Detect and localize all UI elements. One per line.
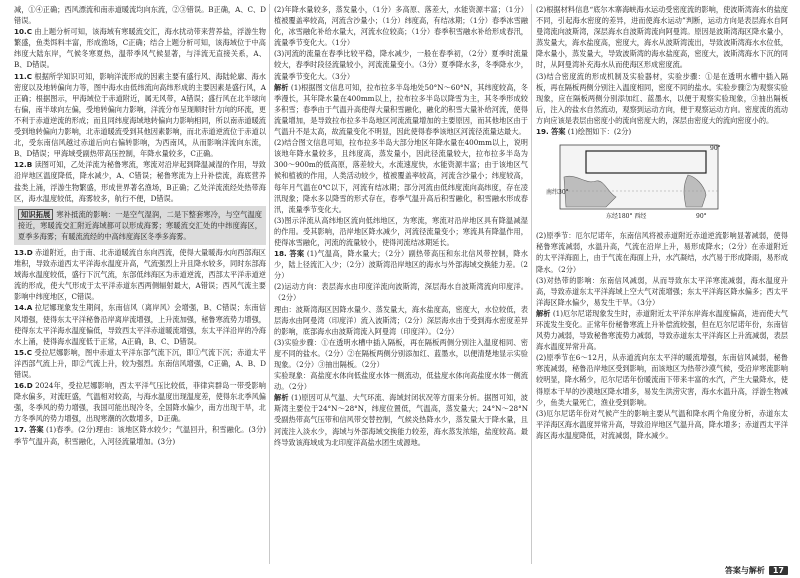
- question-number: 10.C: [14, 27, 33, 37]
- question-number: 13.D: [14, 247, 33, 257]
- section-tag: 答案: [551, 127, 566, 137]
- paragraph: [274, 215, 528, 248]
- paragraph: [536, 4, 788, 71]
- paragraph-text: (3)结合密度流的形成机制及实验器材，实验步骤：①是在透明水槽中插入隔板，再在隔板两侧分别注入温度相同，密度不同的盐水。实验步骤②为观察实验现象，应在隔板两侧分别添加红、蓝墨水，以便于观察实验现象，③抽出隔板后，注入的盐水自然流动，观察到运动方向，便于观察运动方向。密度流的流动方向应该是表层由密度小的流向密度大的，深层由密度大的流向密度小的。: [536, 71, 788, 125]
- paragraph-text: (1)绘图如下：(2分): [567, 127, 632, 137]
- ocean-current-map: [546, 141, 788, 226]
- question-answer: [14, 26, 266, 70]
- paragraph-text: (3)对热带的影响：东南信风减弱，从而导致东太平洋寒流减弱，海水温度升高，导致赤道东太平洋海域上空大气对流增强；东太平洋海区降水偏多；西太平洋海区降水偏少，易发生干旱。（3分）: [536, 275, 788, 307]
- section-tag: 答案: [289, 249, 305, 259]
- question-answer: [274, 248, 528, 281]
- section-tag: 解析: [536, 308, 551, 318]
- paragraph: [274, 137, 528, 215]
- question-number: 19.: [536, 127, 549, 137]
- paragraph-text: (3)图示洋流从高纬地区流向低纬地区，为寒流，寒流对沿岸地区具有降温减湿的作用。受其影响，沿岸地区降水减少，河流径流量变小；寒流具有降温作用，使得冰雪融化，河流的流量较小，使得河流结冰期延长。: [274, 215, 528, 247]
- paragraph-text: (2)结合图文信息可知，拉布拉多半岛大部分地区年降水量在400mm以上，说明该地年降水量较多，且纬度高，蒸发量小，因此径流量较大，拉布拉多半岛为300～900m的低高原，落差较大，水流速度快，水能资源丰富；由于该地区气候和植被的作用，人类活动较少，植被覆盖率较高，河流含沙量小；纬度较高，每年月气温在0℃以下，河流有结冰期；部分河流由低纬度流向高纬度，存在凌汛现象；降水多以降雪的形式存在，春季气温升高后积雪融化，积雪融水形成春汛，流量季节变化大。: [274, 138, 528, 214]
- paragraph-text: (2)根据材料信息“底尔木寨海峡海水运动受密度流的影响，使波斯湾海水的盐度不同，引起海水密度的差异，进而使海水运动”判断，运动方向是表层海水自阿曼湾流向波斯湾，深层海水自波斯湾流向阿曼湾。原因是波斯湾海区降水量小，蒸发量大，海水盐度高，密度大，海水从波斯湾流出，导致波斯湾海水水位低，降水量小，蒸发量大，导致波斯湾的海水盐度高，密度大，波斯湾海水下沉的同时，从阿曼湾补充海水从而使海区形成密度流。: [536, 5, 788, 70]
- knowledge-box-text: 寒补抵流的影响：一是空气湿润，二是下整套寒冷，与空气温度接近，寒暖流交汇附近海域都可以形成海雾；寒暖流交汇处的中纬度海区，夏季多海雾；有暖流流经的中高纬度海区冬季多海雾。: [18, 209, 262, 241]
- paragraph: [536, 275, 788, 308]
- paragraph-text: 理由：波斯湾海区因降水量少、蒸发量大，海水盐度高，密度大，水位较低，表层海水由阿曼湾（印度洋）流入波斯湾；（2分）深层海水由于受到海水密度差异的影响，底部海水由波斯湾流入阿曼湾（印度洋）。（2分）: [274, 304, 528, 336]
- column-divider: [269, 4, 270, 564]
- paragraph-text: 赤道附近，由于南、北赤道暖流自东向西流，使得大量暖海水向西部海区堆积，导致赤道西太平洋海水温度升高，气流强烈上升且降水较多，同时东部海域海水温度较低，盛行下沉气流，东部低纬海区为赤道逆流，西部太平洋赤道逆流的形成，使大气形成于太平洋赤道东西两侧辐射最大，A错误；西风气流主要影响中纬度地区，C错误。: [14, 247, 266, 302]
- paragraph-text: (3)厄尔尼诺年份对气候产生的影响主要从气温和降水两个角度分析，赤道东太平洋海区海水温度异常升高，导致沿岸地区气温升高，降水增多；赤道西太平洋海区海水温度降低，对流减弱，降水减少。: [536, 408, 788, 440]
- question-number: 18.: [274, 249, 287, 259]
- map-label-top-right: 90°: [710, 145, 721, 153]
- question-number: 17.: [14, 425, 27, 435]
- paragraph: [536, 71, 788, 126]
- paragraph: [274, 82, 528, 137]
- question-answer: [14, 247, 266, 302]
- paragraph-text: (2)年降水量较多，蒸发量小，（1分）多高原、落差大，水能资源丰富；（1分）植被覆盖率较高，河流含沙量小；（1分）纬度高，有结冰期；（1分）春季冰雪融化，冰雪融化补给水量大，河流水位较高；（1分）春季积雪融水补给形成春汛，流量季节变化大。（1分）: [274, 5, 528, 48]
- knowledge-box: [14, 206, 266, 245]
- paragraph-text: 读图可知，乙处洋流为秘鲁寒流，寒流对沿岸起到降温减湿的作用，导致沿岸地区温度降低，降水减少，A、C错误；秘鲁寒流为上升补偿流，海底营养盐类上涌，浮游生物繁盛，形成世界著名渔场，B正确；乙处洋流流经处热带海区，海水温度较低，海雾较多，航行不便，D错误。: [14, 160, 266, 203]
- paragraph-text: (3)河流的流量在春季比较平稳，降水减少，一般在春季初，（2分）夏季时流量较大，春季时段径流量较小，河流流量变小。（3分）夏季降水多，冬季降水少，流量季节变化大。（3分）: [274, 49, 528, 81]
- paragraph: [536, 408, 788, 441]
- question-answer: [14, 380, 266, 424]
- map-label-left: 南纬30°: [546, 189, 569, 197]
- paragraph-text: (1)气温高，降水量大；（2分）副热带高压和东北信风带控制，降水少，陆上径流汇入少；（2分）波斯湾沿岸地区的海水与外部海域交换能力差。（2分）: [274, 249, 528, 281]
- paragraph-text: (2)原季节在6～12月，从赤道流向东太平洋的暖流增强，东南信风减弱，秘鲁寒流减弱，秘鲁沿岸地区受到影响，而该地区为热带沙漠气候，受沿岸寒流影响较明显，降水稀少，厄尔尼诺年份暖流南下带来丰富的水汽，产生大量降水，使得原本干旱的沙漠地区降水增多，易发生洪涝灾害，海水水温升高，浮游生物减少，鱼类大量死亡，渔业受到影响。: [536, 353, 788, 407]
- column-divider: [531, 4, 532, 564]
- paragraph: [536, 230, 788, 274]
- paragraph-text: 根据所学知识可知，影响洋流形成的因素主要有盛行风、海陆轮廓、海水密度以及地转偏向力等，图中海水由低纬流向高纬形成的主要因素是盛行风，A正确；根据图示，甲海域位于赤道附近，属无风带，A错误；盛行风在北半球向右偏，南半球向左偏，受地转偏向力影响，洋流分布呈现顺时针方向的环流，更不利于赤道逆流的形成；而且同纬度海域地转偏向力影响相同，所以南赤道暖流受到地转偏向力影响，北赤道暖流受到其他因素影响，而北赤道逆流位于赤道以北，受东南信风越过赤道后向右偏转影响，为西南风，从而影响洋流向东流，B、D错误；甲海域受副热带高压控制，年降水量较多，C正确。: [14, 71, 266, 159]
- paragraph: [14, 4, 266, 26]
- footer-label: 答案与解析: [724, 566, 765, 575]
- question-answer: [536, 126, 788, 137]
- paragraph: [274, 304, 528, 337]
- paragraph-text: 由上题分析可知，该海域有寒暖流交汇，海水扰动带来营养盐，浮游生物繁盛，鱼类饵料丰富，形成渔场，C正确；结合上题分析可知，该海域位于中高纬度大陆东岸，气候冬寒夏热，温带季风气候显著，与洋流无直接关系，A、B、D错误。: [14, 27, 266, 70]
- paragraph-text: 受拉尼娜影响，图中赤道太平洋东部气流下沉，即①气流下沉；赤道太平洋西部气流上升，即②气流上升，较为强烈。东南信风增强，C正确，A、B、D错误。: [14, 347, 266, 379]
- map-label-bottom: 东经180° 西经: [606, 213, 647, 221]
- paragraph-text: (3)实验步骤：①在透明水槽中插入隔板，再在隔板两侧分别注入温度相同、密度不同的盐水。（2分）②在隔板两侧分别添加红、蓝墨水，以便清楚地显示实验现象。（2分）③抽出隔板。（2分）: [274, 337, 528, 369]
- question-number: 11.C: [14, 71, 33, 81]
- question-answer: [14, 159, 266, 203]
- section-tag: 答案: [29, 425, 44, 435]
- map-label-bottom-right: 90°: [696, 213, 707, 221]
- question-number: 14.A: [14, 303, 33, 313]
- paragraph: [274, 4, 528, 48]
- question-answer: [14, 347, 266, 380]
- column-3: [536, 4, 788, 564]
- paragraph: [536, 308, 788, 352]
- paragraph-text: 减，①④正确；西风漂流和南赤道暖流均向东流，②③错误。B正确，A、C、D错误。: [14, 5, 266, 26]
- page-number: 17: [769, 566, 788, 575]
- paragraph-text: 拉尼娜现象发生期间，东南信风（离岸风）会增强，B、C错误；东南信风增强，使得东太平洋秘鲁沿岸离岸流增强，上升流加强，秘鲁寒流势力增强，使得东太平洋海水温度偏低，导致西太平洋赤道暖流增强，东太平洋沿岸的冷海水上涌，使得海水温度低于正常，A正确，B、C、D错误。: [14, 303, 266, 346]
- paragraph-text: 2024年，受拉尼娜影响，西太平洋气压比较低，菲律宾群岛一带受影响降水偏多，对流旺盛，气温相对较高，与海水温度出现温度差，使得东北季风偏强，冬季风的势力增强，我国可能出现冷冬，全国降水偏少，南方出现干旱，北方冬季风的势力增强，出现寒潮的次数增多，D正确。: [14, 381, 266, 424]
- paragraph: [274, 281, 528, 303]
- question-number: 16.D: [14, 381, 33, 391]
- paragraph: [274, 370, 528, 392]
- map-svg: [546, 141, 726, 223]
- section-tag: 解析: [274, 393, 289, 403]
- paragraph-text: (1)原因可从气温、大气环流、海域封闭状况等方面来分析。据图可知，波斯湾主要位于24°N～28°N，纬度位置低，气温高，蒸发量大；24°N～28°N受副热带高气压带和信风带交替控制，气候炎热降水少，蒸发量大于降水量，且河流注入淡水少，海域与外部海域交换能力较差，海水蒸发浓缩，盐度较高。最终导致该海域成为北印度洋高盐水团生成源地。: [274, 393, 528, 447]
- paragraph-text: (1)根据图文信息可知，拉布拉多半岛地处50°N～60°N，其纬度较高，冬季漫长，其年降水量在400mm以上，拉布拉多半岛以降雪为主，其冬季形成较多积雪；春季由于气温升高使得大量积雪融化，融化的积雪大量补给河流，使得流量增加，是导致拉布拉多半岛地区河流流量增加的主要原因，而其他地区由于气温升不是太高，故流量变化不明显，因此使得春季该地区河流径流量达最大。: [274, 82, 528, 137]
- paragraph-text: (2)原季节：厄尔尼诺年，东南信风将被赤道附近赤道逆流影响显著减弱，使得秘鲁寒流减弱，水温升高，气流在沿岸上升，易形成降水；（2分）在赤道附近的太平洋海面上，由于气流在海面上升，水汽凝结，水汽易于形成降雨，易形成降水。（2分）: [536, 231, 788, 274]
- paragraph-text: 实验现象：高盐度水体向低盐度水体一侧流动，低盐度水体向高盐度水体一侧流动。（2分）: [274, 371, 528, 392]
- paragraph-text: (2)运动方向：表层海水由印度洋流向波斯湾，深层海水自波斯湾流向印度洋。（2分）: [274, 282, 528, 303]
- page-footer: [725, 565, 788, 576]
- question-answer: [14, 71, 266, 160]
- section-tag: 解析: [274, 82, 289, 92]
- question-number: 12.B: [14, 160, 33, 170]
- column-2: [274, 4, 528, 564]
- paragraph: [274, 392, 528, 447]
- question-number: 15.C: [14, 347, 33, 357]
- paragraph-text: (1)春季。(2分)理由：该地区降水较少；气温回升，积雪融化。(3分)季节气温升高，积雪融化，入河径流量增加。(3分): [14, 425, 266, 446]
- paragraph: [274, 337, 528, 370]
- question-answer: [14, 424, 266, 446]
- knowledge-box-title: 知识拓展: [18, 209, 53, 220]
- paragraph-text: (1)厄尔尼诺现象发生时，赤道附近太平洋东岸海水温度偏高，进而使大气环流发生变化。正常年份秘鲁寒流上升补偿流较强，但在厄尔尼诺年份，东南信风势力减弱，导致秘鲁寒流势力减弱，导致赤道东太平洋海区上升流减弱，表层海水温度异常升高。: [536, 308, 788, 352]
- column-1: [14, 4, 266, 564]
- paragraph: [536, 352, 788, 407]
- paragraph: [274, 48, 528, 81]
- question-answer: [14, 302, 266, 346]
